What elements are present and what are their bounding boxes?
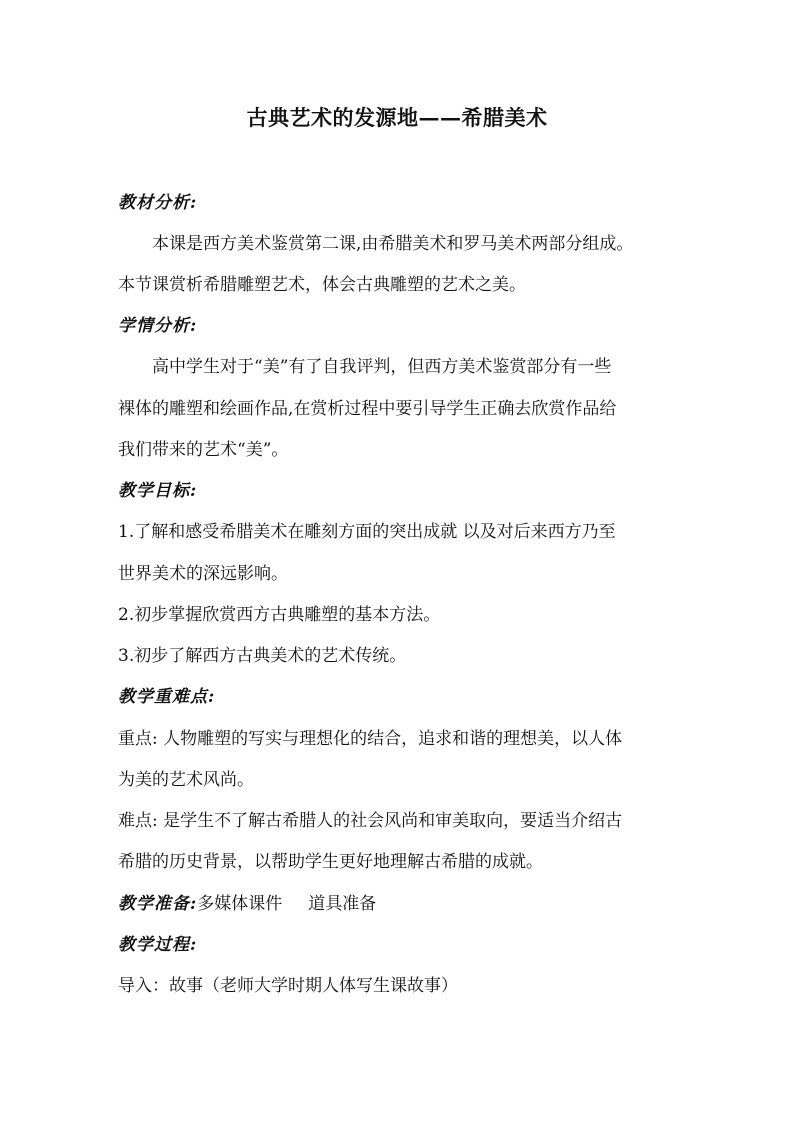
goal-line: 1.了解和感受希腊美术在雕刻方面的突出成就 以及对后来西方乃至 bbox=[118, 522, 616, 542]
heading-teaching-goals: 教学目标: bbox=[118, 481, 198, 501]
document-title: 古典艺术的发源地——希腊美术 bbox=[246, 105, 548, 130]
preparation-line bbox=[118, 894, 688, 914]
heading-process: 教学过程: bbox=[118, 935, 198, 955]
paragraph-line: 高中学生对于“美”有了自我评判，但西方美术鉴赏部分有一些 bbox=[152, 357, 612, 377]
key-point-line: 难点: 是学生不了解古希腊人的社会风尚和审美取向，要适当介绍古 bbox=[118, 811, 623, 831]
preparation-item: 道具准备 bbox=[308, 894, 377, 914]
goal-line: 世界美术的深远影响。 bbox=[118, 564, 288, 584]
heading-textbook-analysis: 教材分析: bbox=[118, 193, 198, 213]
heading-student-analysis: 学情分析: bbox=[118, 316, 198, 336]
goal-line: 3.初步了解西方古典美术的艺术传统。 bbox=[118, 646, 407, 666]
process-line: 导入：故事（老师大学时期人体写生课故事） bbox=[118, 976, 458, 996]
preparation-item: 多媒体课件 bbox=[197, 894, 283, 914]
paragraph-line: 裸体的雕塑和绘画作品,在赏析过程中要引导学生正确去欣赏作品给 bbox=[118, 399, 617, 419]
key-point-line: 为美的艺术风尚。 bbox=[118, 770, 254, 790]
paragraph-line: 本课是西方美术鉴赏第二课,由希腊美术和罗马美术两部分组成。 bbox=[152, 234, 634, 254]
heading-key-points: 教学重难点: bbox=[118, 687, 216, 707]
paragraph-line: 本节课赏析希腊雕塑艺术，体会古典雕塑的艺术之美。 bbox=[118, 275, 526, 295]
goal-line: 2.初步掌握欣赏西方古典雕塑的基本方法。 bbox=[118, 605, 441, 625]
paragraph-line: 我们带来的艺术“美”。 bbox=[118, 440, 289, 460]
key-point-line: 希腊的历史背景，以帮助学生更好地理解古希腊的成就。 bbox=[118, 852, 543, 872]
key-point-line: 重点: 人物雕塑的写实与理想化的结合，追求和谐的理想美，以人体 bbox=[118, 729, 623, 749]
heading-preparation: 教学准备: bbox=[118, 894, 198, 914]
